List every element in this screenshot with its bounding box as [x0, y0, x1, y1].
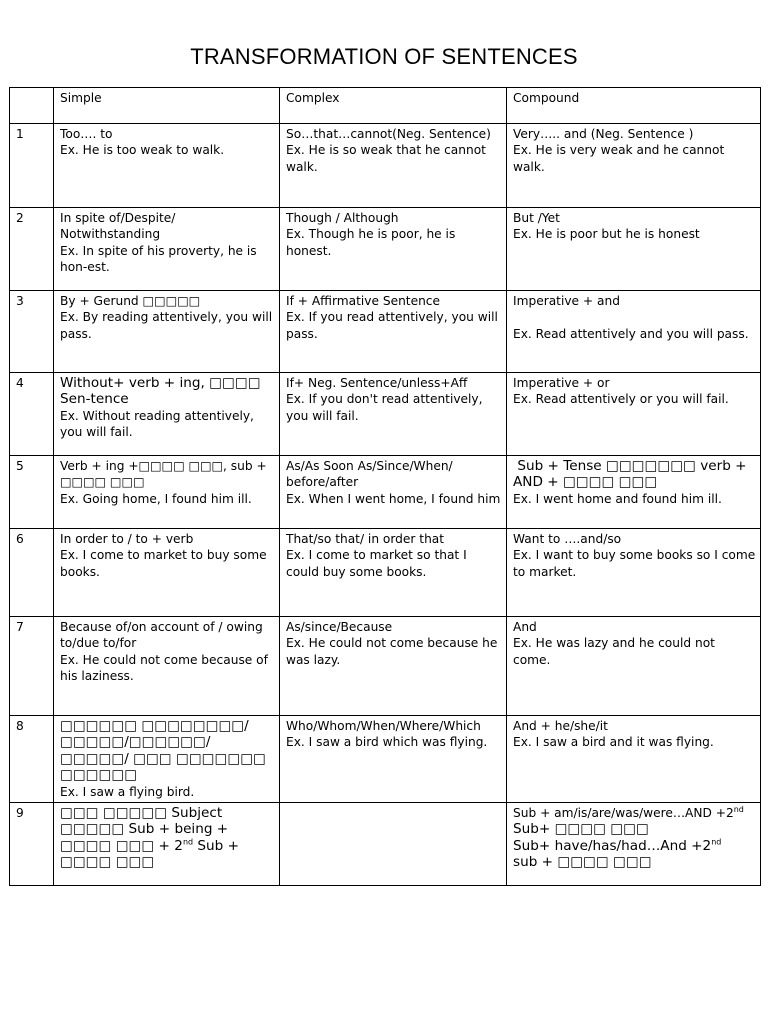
compound-cell [507, 124, 761, 208]
compound-example: Ex. He is poor but he is honest [513, 227, 700, 242]
table-row [10, 291, 761, 373]
complex-example: Ex. Though he is poor, he is honest. [286, 227, 460, 258]
compound-rule: Sub + am/is/are/was/were…AND +2 [513, 806, 734, 821]
complex-rule: Who/Whom/When/Where/Which [286, 719, 481, 733]
simple-cell [54, 529, 280, 617]
table-row [10, 124, 761, 208]
complex-rule: So…that…cannot(Neg. Sentence) [286, 127, 491, 141]
row-number: 1 [10, 124, 54, 208]
complex-cell [280, 529, 507, 617]
complex-rule: If+ Neg. Sentence/unless+Aff [286, 376, 468, 390]
row-number: 7 [10, 617, 54, 716]
header-cell-simple: Simple [54, 88, 280, 124]
compound-example: Ex. Read attentively or you will fail. [513, 392, 729, 407]
complex-cell-empty [280, 803, 507, 886]
compound-example: Ex. I want to buy some books so I come to market. [513, 548, 760, 579]
row-number: 4 [10, 373, 54, 456]
simple-example: Ex. He could not come because of his laziness. [60, 652, 272, 684]
compound-cell [507, 291, 761, 373]
compound-example: Ex. I saw a bird and it was flying. [513, 735, 714, 750]
simple-rule-continued: Sub + □□□□ □□□ [60, 837, 239, 871]
simple-rule: By + Gerund □□□□□ [60, 294, 201, 308]
simple-rule: Because of/on account of / owing to/due to/for [60, 620, 267, 651]
compound-rule: And [513, 620, 537, 634]
simple-cell [54, 291, 280, 373]
compound-rule: Sub+ □□□□ □□□ [513, 821, 649, 838]
header-cell-compound: Compound [507, 88, 761, 124]
compound-rule: But /Yet [513, 211, 560, 225]
simple-rule: Without+ verb + ing, □□□□ Sen-tence [60, 375, 265, 408]
complex-example: Ex. If you read attentively, you will pass. [286, 310, 502, 341]
table-row [10, 208, 761, 291]
complex-rule: If + Affirmative Sentence [286, 294, 441, 308]
simple-cell [54, 716, 280, 803]
complex-cell [280, 124, 507, 208]
complex-cell [280, 373, 507, 456]
row-number: 8 [10, 716, 54, 803]
compound-rule: Sub+ have/has/had…And +2 [513, 837, 712, 854]
complex-example: Ex. If you don't read attentively, you will fail. [286, 392, 487, 423]
complex-rule: That/so that/ in order that [286, 532, 445, 546]
simple-rule: In order to / to + verb [60, 532, 194, 546]
header-cell-number [10, 88, 54, 124]
compound-rule: Very….. and (Neg. Sentence ) [513, 127, 694, 141]
blank-line [513, 309, 756, 325]
compound-rule: Imperative + and [513, 294, 620, 308]
table-row [10, 529, 761, 617]
complex-cell [280, 456, 507, 529]
simple-rule: □□□ □□□□□ Subject □□□□□ Sub + being + □□□□ □□□ + [60, 805, 229, 854]
table-row [10, 617, 761, 716]
complex-rule: Though / Although [286, 211, 399, 225]
complex-cell [280, 716, 507, 803]
simple-cell [54, 456, 280, 529]
compound-cell [507, 529, 761, 617]
simple-example: Ex. Going home, I found him ill. [60, 491, 252, 506]
complex-cell [280, 208, 507, 291]
simple-cell [54, 124, 280, 208]
simple-cell [54, 373, 280, 456]
row-number: 6 [10, 529, 54, 617]
page-title: TRANSFORMATION OF SENTENCES [190, 44, 578, 69]
compound-rule: And + he/she/it [513, 719, 608, 733]
row-number: 9 [10, 803, 54, 886]
compound-cell [507, 803, 761, 886]
simple-rule: □□□□□□ □□□□□□□□/ □□□□□/□□□□□□/ □□□□□/ □□□ □□□□□□□ □□□□□□ [60, 718, 271, 784]
simple-example: Ex. He is too weak to walk. [60, 143, 225, 158]
row-number: 3 [10, 291, 54, 373]
table-row [10, 456, 761, 529]
simple-example: Ex. I come to market to buy some books. [60, 548, 271, 579]
compound-example: Ex. Read attentively and you will pass. [513, 326, 749, 341]
compound-cell [507, 716, 761, 803]
compound-example: Ex. He is very weak and he cannot walk. [513, 143, 729, 174]
table-row [10, 803, 761, 886]
simple-rule: Too…. to [60, 127, 113, 141]
compound-rule: sub + □□□□ □□□ [513, 854, 652, 871]
compound-rule: Want to ….and/so [513, 532, 622, 546]
compound-cell [507, 373, 761, 456]
row-number: 2 [10, 208, 54, 291]
compound-example: Ex. He was lazy and he could not come. [513, 636, 719, 667]
row-number: 5 [10, 456, 54, 529]
complex-example: Ex. I saw a bird which was flying. [286, 735, 488, 750]
ordinal-number: 2 [174, 837, 183, 854]
compound-cell [507, 208, 761, 291]
ordinal-suffix: nd [182, 837, 194, 847]
table-header-row [10, 88, 761, 124]
simple-example: Ex. In spite of his proverty, he is hon-est. [60, 243, 261, 275]
complex-example: Ex. He could not come because he was lazy. [286, 636, 502, 667]
complex-example: Ex. I come to market so that I could buy some books. [286, 548, 471, 579]
compound-cell [507, 617, 761, 716]
compound-example: Ex. I went home and found him ill. [513, 491, 722, 506]
table-row [10, 716, 761, 803]
simple-cell [54, 803, 280, 886]
complex-rule: As/As Soon As/Since/When/ before/after [286, 459, 457, 490]
simple-example: Ex. By reading attentively, you will pass. [60, 310, 277, 341]
ordinal-suffix: nd [733, 804, 744, 814]
table-row [10, 373, 761, 456]
compound-cell [507, 456, 761, 529]
compound-rule: Sub + Tense □□□□□□□ verb + AND + □□□□ □□□ [513, 458, 751, 491]
header-cell-complex: Complex [280, 88, 507, 124]
compound-rule: Imperative + or [513, 376, 610, 390]
ordinal-suffix: nd [711, 837, 722, 847]
complex-cell [280, 291, 507, 373]
simple-example: Ex. I saw a flying bird. [60, 784, 195, 799]
simple-example: Ex. Without reading attentively, you will fail. [60, 408, 258, 440]
simple-rule: In spite of/Despite/ Notwithstanding [60, 211, 180, 242]
transformation-table [9, 87, 761, 886]
simple-rule: Verb + ing +□□□□ □□□, sub + □□□□ □□□ [60, 459, 271, 490]
complex-example: Ex. When I went home, I found him [286, 491, 501, 506]
complex-cell [280, 617, 507, 716]
complex-rule: As/since/Because [286, 620, 393, 634]
simple-cell [54, 208, 280, 291]
complex-example: Ex. He is so weak that he cannot walk. [286, 143, 490, 174]
simple-cell [54, 617, 280, 716]
